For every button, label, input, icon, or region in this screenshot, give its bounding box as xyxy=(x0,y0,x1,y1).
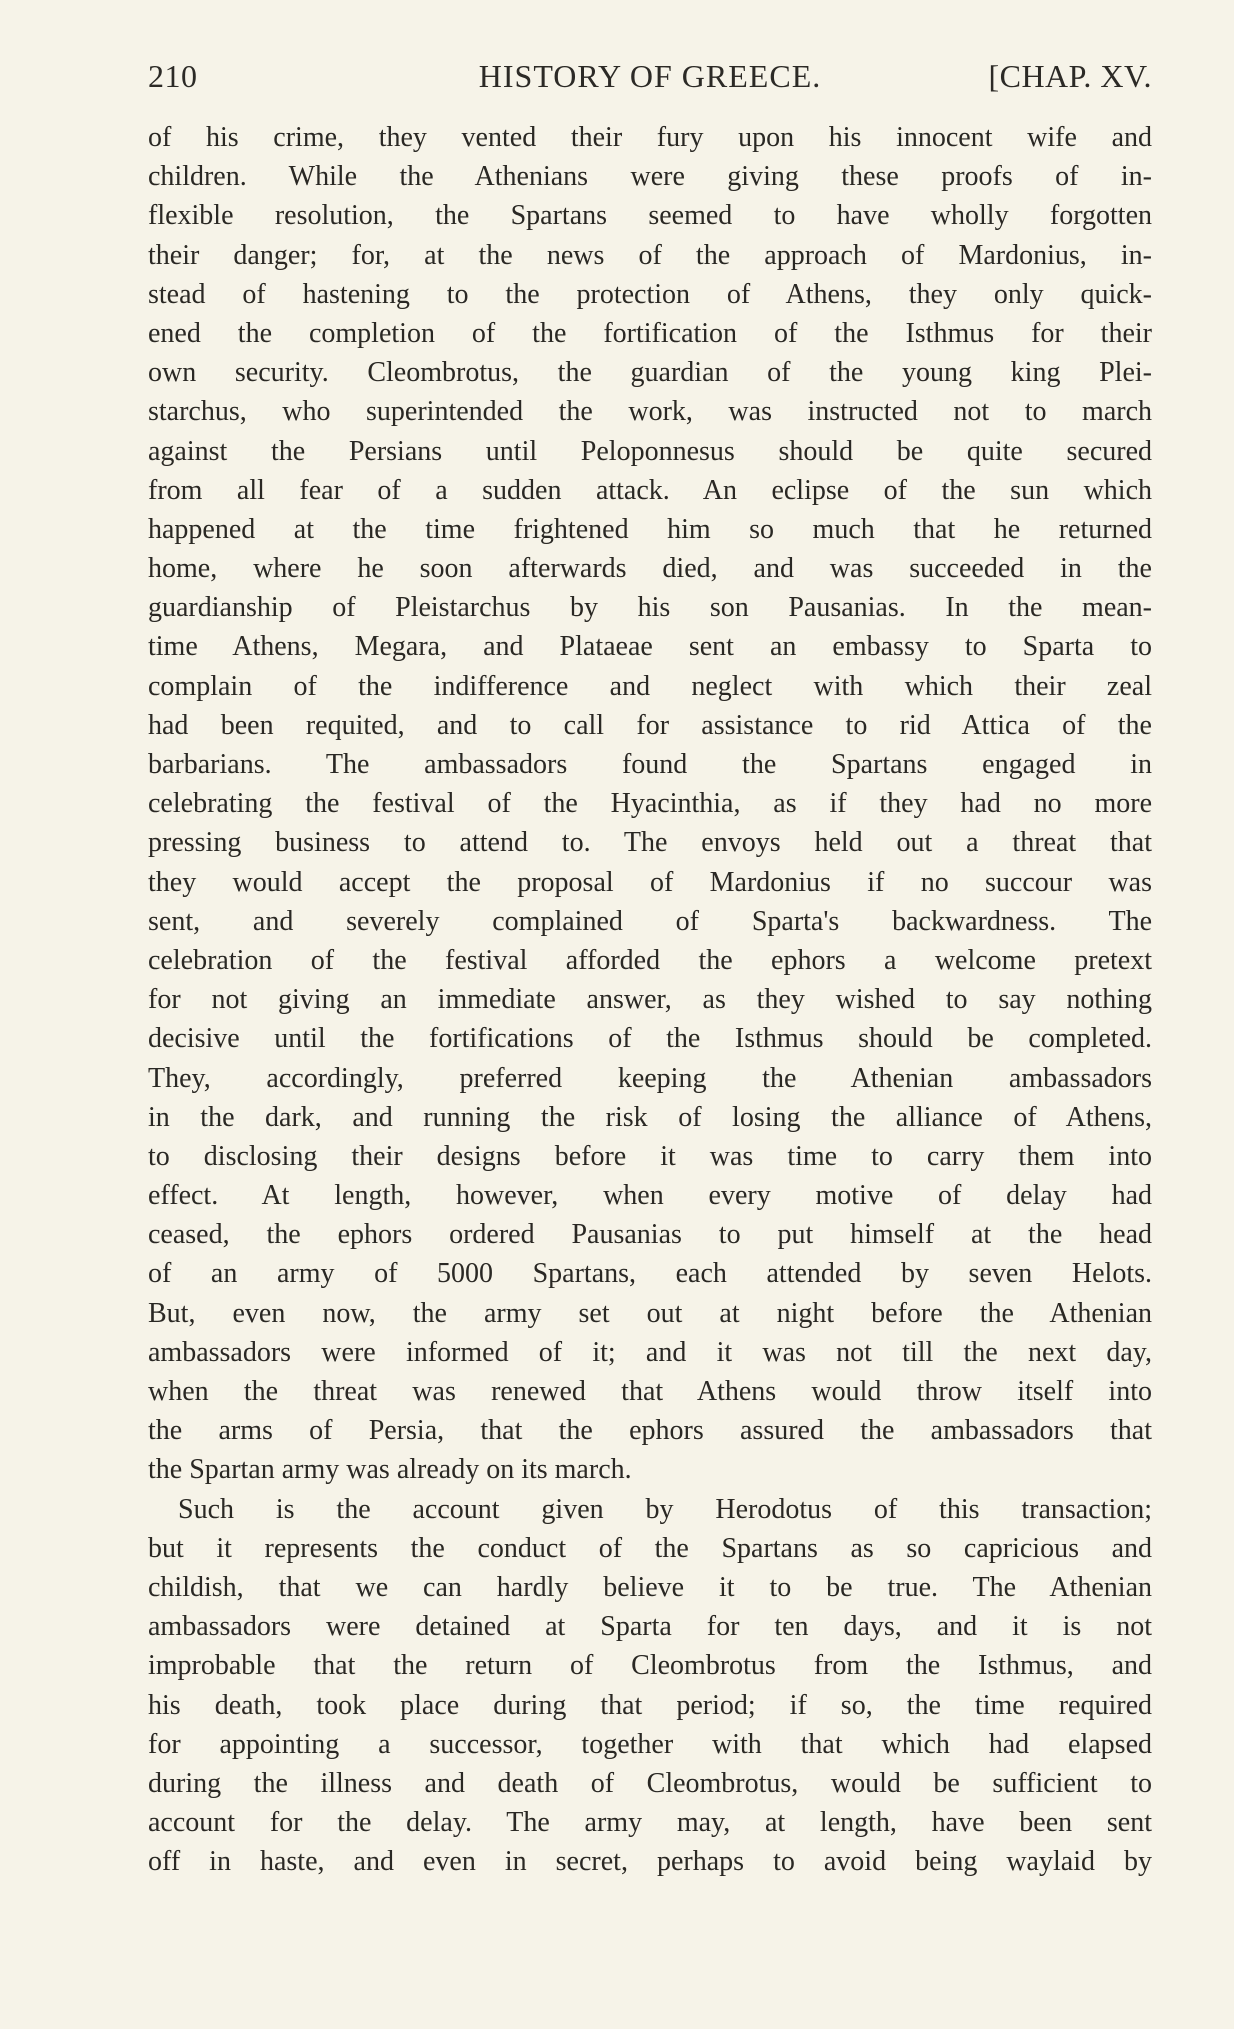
text-line: for not giving an immediate answer, as they wished to say nothing xyxy=(148,984,1152,1016)
text-line: their danger; for, at the news of the approach of Mardonius, in- xyxy=(148,239,1152,271)
text-line: guardianship of Pleistarchus by his son Pausanias. In the mean- xyxy=(148,592,1152,624)
page-number: 210 xyxy=(148,58,198,94)
text-line: decisive until the fortifications of the Isthmus should be completed. xyxy=(148,1023,1152,1055)
text-line: celebrating the festival of the Hyacinthia, as if they had no more xyxy=(148,788,1152,820)
text-line: in the dark, and running the risk of losing the alliance of Athens, xyxy=(148,1101,1152,1133)
text-line: home, where he soon afterwards died, and was succeeded in the xyxy=(148,553,1152,585)
text-line: his death, took place during that period; if so, the time required xyxy=(148,1689,1152,1721)
text-line: pressing business to attend to. The envoys held out a threat that xyxy=(148,827,1152,859)
text-line: time Athens, Megara, and Plataeae sent an embassy to Sparta to xyxy=(148,631,1152,663)
text-line: effect. At length, however, when every motive of delay had xyxy=(148,1180,1152,1212)
text-line: from all fear of a sudden attack. An eclipse of the sun which xyxy=(148,474,1152,506)
text-line: to disclosing their designs before it was time to carry them into xyxy=(148,1140,1152,1172)
text-line: of an army of 5000 Spartans, each attended by seven Helots. xyxy=(148,1258,1152,1290)
text-line: own security. Cleombrotus, the guardian of the young king Plei- xyxy=(148,357,1152,389)
text-line: sent, and severely complained of Sparta's backwardness. The xyxy=(148,905,1152,937)
text-line: Such is the account given by Herodotus of this transaction; xyxy=(178,1493,1152,1525)
text-line: starchus, who superintended the work, was instructed not to march xyxy=(148,396,1152,428)
text-line: but it represents the conduct of the Spartans as so capricious and xyxy=(148,1532,1152,1564)
text-line: against the Persians until Peloponnesus should be quite secured xyxy=(148,435,1152,467)
text-line: happened at the time frightened him so much that he returned xyxy=(148,513,1152,545)
text-line: ceased, the ephors ordered Pausanias to put himself at the head xyxy=(148,1219,1152,1251)
text-line: barbarians. The ambassadors found the Spartans engaged in xyxy=(148,749,1152,780)
text-line: the Spartan army was already on its march. xyxy=(148,1454,632,1486)
text-line: improbable that the return of Cleombrotus from the Isthmus, and xyxy=(148,1650,1152,1682)
text-line: ambassadors were informed of it; and it was not till the next day, xyxy=(148,1336,1152,1368)
text-line: for appointing a successor, together with that which had elapsed xyxy=(148,1728,1152,1760)
text-line: They, accordingly, preferred keeping the Athenian ambassadors xyxy=(148,1062,1152,1094)
text-line: during the illness and death of Cleombrotus, would be sufficient to xyxy=(148,1767,1152,1799)
text-line: flexible resolution, the Spartans seemed to have wholly forgotten xyxy=(148,200,1152,232)
text-line: childish, that we can hardly believe it to be true. The Athenian xyxy=(148,1571,1152,1603)
text-line: account for the delay. The army may, at length, have been sent xyxy=(148,1807,1152,1839)
running-title: HISTORY OF GREECE. xyxy=(478,58,822,94)
text-line: But, even now, the army set out at night before the Athenian xyxy=(148,1297,1152,1329)
text-line: of his crime, they vented their fury upon his innocent wife and xyxy=(148,122,1152,153)
text-line: they would accept the proposal of Mardonius if no succour was xyxy=(148,866,1152,898)
text-line: had been requited, and to call for assistance to rid Attica of the xyxy=(148,709,1152,741)
text-line: off in haste, and even in secret, perhaps to avoid being waylaid by xyxy=(148,1846,1152,1878)
running-header xyxy=(148,52,1152,102)
text-line: ambassadors were detained at Sparta for ten days, and it is not xyxy=(148,1611,1152,1643)
body-text xyxy=(148,118,1152,1881)
text-line: when the threat was renewed that Athens would throw itself into xyxy=(148,1376,1152,1407)
text-line: stead of hastening to the protection of Athens, they only quick- xyxy=(148,278,1152,310)
text-line: ened the completion of the fortification of the Isthmus for their xyxy=(148,317,1152,349)
chapter-label: [CHAP. XV. xyxy=(988,58,1152,94)
text-line: children. While the Athenians were giving these proofs of in- xyxy=(148,161,1152,193)
text-line: celebration of the festival afforded the ephors a welcome pretext xyxy=(148,944,1152,976)
text-line: complain of the indifference and neglect with which their zeal xyxy=(148,670,1152,702)
text-line: the arms of Persia, that the ephors assured the ambassadors that xyxy=(148,1415,1152,1447)
